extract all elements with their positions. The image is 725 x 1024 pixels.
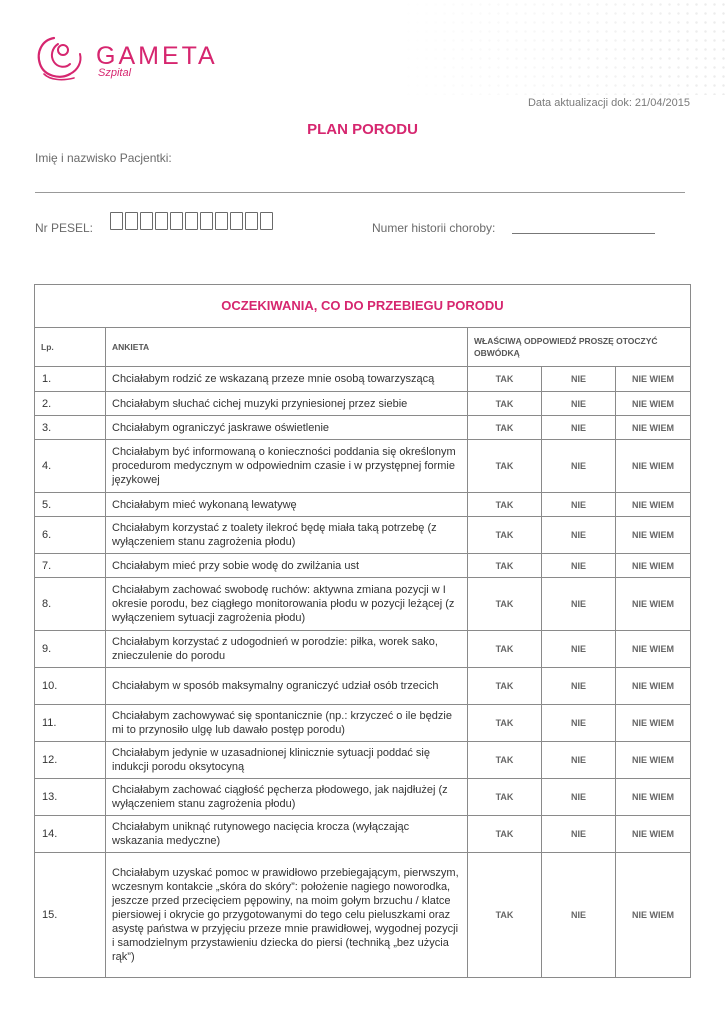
table-row bbox=[35, 816, 691, 853]
pesel-label: Nr PESEL: bbox=[35, 221, 94, 235]
answer-option-nie-wiem[interactable]: NIE WIEM bbox=[616, 517, 691, 554]
column-header-lp: Lp. bbox=[35, 328, 106, 367]
row-number: 10. bbox=[35, 668, 106, 705]
row-number: 12. bbox=[35, 742, 106, 779]
answer-option-nie[interactable]: NIE bbox=[542, 631, 616, 668]
pesel-digit-box[interactable] bbox=[110, 212, 123, 230]
row-number: 7. bbox=[35, 554, 106, 578]
question-text: Chciałabym ograniczyć jaskrawe oświetlenie bbox=[106, 416, 468, 440]
answer-option-tak[interactable]: TAK bbox=[468, 517, 542, 554]
table-row bbox=[35, 554, 691, 578]
table-row bbox=[35, 517, 691, 554]
answer-option-nie-wiem[interactable]: NIE WIEM bbox=[616, 816, 691, 853]
row-number: 8. bbox=[35, 578, 106, 631]
question-text: Chciałabym w sposób maksymalny ograniczyć udział osób trzecich bbox=[106, 668, 468, 705]
answer-option-nie-wiem[interactable]: NIE WIEM bbox=[616, 416, 691, 440]
answer-option-nie[interactable]: NIE bbox=[542, 816, 616, 853]
question-text: Chciałabym mieć przy sobie wodę do zwilżania ust bbox=[106, 554, 468, 578]
pesel-field[interactable] bbox=[110, 212, 273, 230]
column-header-answer: WŁAŚCIWĄ ODPOWIEDŹ PROSZĘ OTOCZYĆ OBWÓDKĄ bbox=[468, 328, 691, 367]
row-number: 14. bbox=[35, 816, 106, 853]
section-title: OCZEKIWANIA, CO DO PRZEBIEGU PORODU bbox=[35, 285, 691, 328]
answer-option-tak[interactable]: TAK bbox=[468, 779, 542, 816]
logo-name: GAMETA bbox=[96, 42, 218, 70]
answer-option-tak[interactable]: TAK bbox=[468, 440, 542, 493]
pesel-digit-box[interactable] bbox=[245, 212, 258, 230]
row-number: 2. bbox=[35, 392, 106, 416]
mother-child-logo-icon bbox=[34, 34, 92, 82]
question-text: Chciałabym korzystać z udogodnień w porodzie: piłka, worek sako, znieczulenie do porodu bbox=[106, 631, 468, 668]
column-header-survey: ANKIETA bbox=[106, 328, 468, 367]
answer-option-nie-wiem[interactable]: NIE WIEM bbox=[616, 578, 691, 631]
answer-option-tak[interactable]: TAK bbox=[468, 493, 542, 517]
answer-option-nie-wiem[interactable]: NIE WIEM bbox=[616, 779, 691, 816]
answer-option-nie-wiem[interactable]: NIE WIEM bbox=[616, 367, 691, 392]
pesel-digit-box[interactable] bbox=[200, 212, 213, 230]
table-row bbox=[35, 705, 691, 742]
answer-option-tak[interactable]: TAK bbox=[468, 816, 542, 853]
medical-history-label: Numer historii choroby: bbox=[372, 221, 496, 235]
answer-option-nie-wiem[interactable]: NIE WIEM bbox=[616, 668, 691, 705]
answer-option-nie[interactable]: NIE bbox=[542, 705, 616, 742]
answer-option-tak[interactable]: TAK bbox=[468, 367, 542, 392]
question-text: Chciałabym korzystać z toalety ilekroć będę miała taką potrzebę (z wyłączeniem stanu zagrożenia płodu) bbox=[106, 517, 468, 554]
question-text: Chciałabym zachować ciągłość pęcherza płodowego, jak najdłużej (z wyłączeniem stanu zagrożenia płodu) bbox=[106, 779, 468, 816]
answer-option-tak[interactable]: TAK bbox=[468, 578, 542, 631]
answer-option-nie[interactable]: NIE bbox=[542, 493, 616, 517]
medical-history-field[interactable] bbox=[512, 233, 655, 234]
row-number: 3. bbox=[35, 416, 106, 440]
question-text: Chciałabym jedynie w uzasadnionej klinicznie sytuacji poddać się indukcji porodu oksytocyną bbox=[106, 742, 468, 779]
table-row bbox=[35, 779, 691, 816]
page-title: PLAN PORODU bbox=[307, 121, 418, 138]
pesel-digit-box[interactable] bbox=[230, 212, 243, 230]
table-row bbox=[35, 631, 691, 668]
question-text: Chciałabym zachowywać się spontanicznie (np.: krzyczeć o ile będzie mi to przynosiło ulgę lub dawało postęp porodu) bbox=[106, 705, 468, 742]
answer-option-nie[interactable]: NIE bbox=[542, 440, 616, 493]
patient-name-field[interactable] bbox=[35, 192, 685, 193]
table-row bbox=[35, 668, 691, 705]
answer-option-tak[interactable]: TAK bbox=[468, 631, 542, 668]
question-text: Chciałabym być informowaną o konieczności poddania się określonym procedurom medycznym w odpowiednim czasie i w przystępnej formie językowej bbox=[106, 440, 468, 493]
answer-option-nie[interactable]: NIE bbox=[542, 779, 616, 816]
patient-name-label: Imię i nazwisko Pacjentki: bbox=[35, 151, 172, 165]
question-text: Chciałabym uniknąć rutynowego nacięcia krocza (wyłączając wskazania medyczne) bbox=[106, 816, 468, 853]
answer-option-tak[interactable]: TAK bbox=[468, 742, 542, 779]
question-text: Chciałabym słuchać cichej muzyki przyniesionej przez siebie bbox=[106, 392, 468, 416]
answer-option-nie-wiem[interactable]: NIE WIEM bbox=[616, 554, 691, 578]
logo-subtitle: Szpital bbox=[98, 67, 132, 79]
question-text: Chciałabym mieć wykonaną lewatywę bbox=[106, 493, 468, 517]
answer-option-tak[interactable]: TAK bbox=[468, 668, 542, 705]
answer-option-tak[interactable]: TAK bbox=[468, 554, 542, 578]
row-number: 13. bbox=[35, 779, 106, 816]
answer-option-tak[interactable]: TAK bbox=[468, 705, 542, 742]
row-number: 11. bbox=[35, 705, 106, 742]
question-text: Chciałabym rodzić ze wskazaną przeze mnie osobą towarzyszącą bbox=[106, 367, 468, 392]
pesel-digit-box[interactable] bbox=[140, 212, 153, 230]
row-number: 1. bbox=[35, 367, 106, 392]
birth-plan-table bbox=[34, 284, 691, 978]
answer-option-tak[interactable]: TAK bbox=[468, 392, 542, 416]
answer-option-nie-wiem[interactable]: NIE WIEM bbox=[616, 392, 691, 416]
table-row bbox=[35, 367, 691, 392]
answer-option-nie[interactable]: NIE bbox=[542, 367, 616, 392]
table-row bbox=[35, 853, 691, 978]
row-number: 9. bbox=[35, 631, 106, 668]
answer-option-nie[interactable]: NIE bbox=[542, 392, 616, 416]
answer-option-nie-wiem[interactable]: NIE WIEM bbox=[616, 493, 691, 517]
answer-option-nie-wiem[interactable]: NIE WIEM bbox=[616, 631, 691, 668]
answer-option-nie[interactable]: NIE bbox=[542, 416, 616, 440]
pesel-digit-box[interactable] bbox=[185, 212, 198, 230]
pesel-digit-box[interactable] bbox=[215, 212, 228, 230]
answer-option-nie-wiem[interactable]: NIE WIEM bbox=[616, 853, 691, 978]
table-row bbox=[35, 742, 691, 779]
update-date: Data aktualizacji dok: 21/04/2015 bbox=[527, 97, 690, 109]
table-row bbox=[35, 493, 691, 517]
answer-option-nie-wiem[interactable]: NIE WIEM bbox=[616, 705, 691, 742]
answer-option-nie[interactable]: NIE bbox=[542, 742, 616, 779]
answer-option-tak[interactable]: TAK bbox=[468, 853, 542, 978]
pesel-digit-box[interactable] bbox=[260, 212, 273, 230]
question-text: Chciałabym zachować swobodę ruchów: aktywna zmiana pozycji w I okresie porodu, bez ciągłego monitorowania płodu w pozycji leżącej (z wyłączeniem sytuacji zagrożenia płodu) bbox=[106, 578, 468, 631]
question-text: Chciałabym uzyskać pomoc w prawidłowo przebiegającym, pierwszym, wczesnym kontakcie „skóra do skóry”: położenie nagiego noworodka, jeszcze przed przecięciem pępowiny, na moim gołym brzuchu / klatce piersiowej i okrycie go przygotowanymi do tego celu pieluszkami oraz asystę państwa w przyjęciu przeze mnie prawidłowej, wygodnej pozycji i samodzielnym przystawieniu dziecka do piersi (techniką „bez użycia rąk”) bbox=[106, 853, 468, 978]
answer-option-tak[interactable]: TAK bbox=[468, 416, 542, 440]
answer-option-nie[interactable]: NIE bbox=[542, 578, 616, 631]
table-row bbox=[35, 578, 691, 631]
row-number: 5. bbox=[35, 493, 106, 517]
pesel-digit-box[interactable] bbox=[125, 212, 138, 230]
table-row bbox=[35, 440, 691, 493]
row-number: 4. bbox=[35, 440, 106, 493]
answer-option-nie[interactable]: NIE bbox=[542, 517, 616, 554]
row-number: 15. bbox=[35, 853, 106, 978]
answer-option-nie-wiem[interactable]: NIE WIEM bbox=[616, 742, 691, 779]
pesel-digit-box[interactable] bbox=[155, 212, 168, 230]
pesel-digit-box[interactable] bbox=[170, 212, 183, 230]
answer-option-nie[interactable]: NIE bbox=[542, 853, 616, 978]
hospital-logo bbox=[34, 34, 224, 84]
decorative-dot-pattern bbox=[395, 0, 725, 95]
answer-option-nie-wiem[interactable]: NIE WIEM bbox=[616, 440, 691, 493]
row-number: 6. bbox=[35, 517, 106, 554]
table-row bbox=[35, 416, 691, 440]
answer-option-nie[interactable]: NIE bbox=[542, 668, 616, 705]
table-row bbox=[35, 392, 691, 416]
answer-option-nie[interactable]: NIE bbox=[542, 554, 616, 578]
